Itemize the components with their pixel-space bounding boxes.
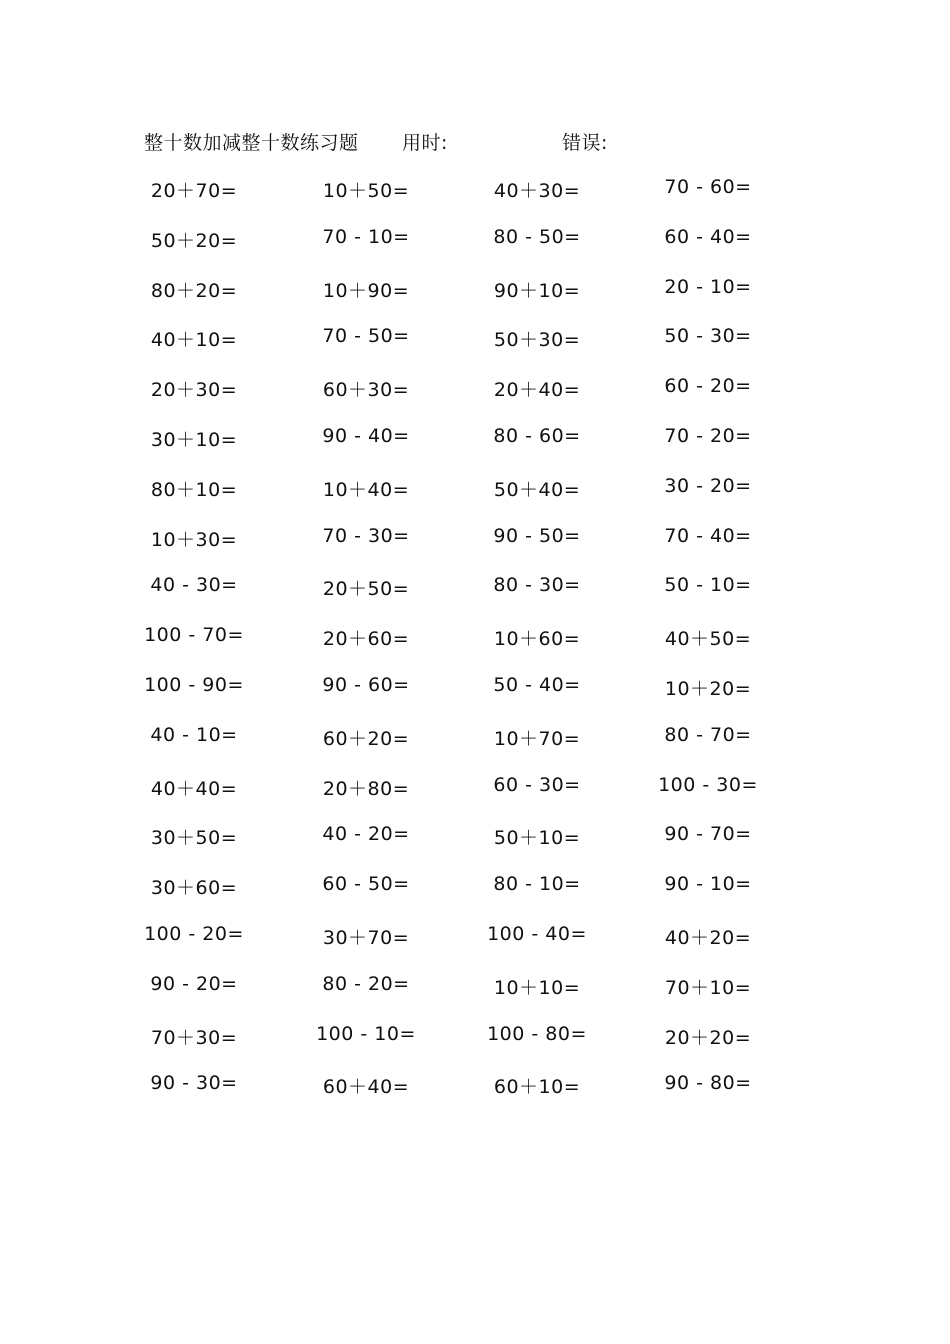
math-problem: 100 - 90=	[144, 673, 244, 696]
math-problem: 30＋50=	[150, 827, 238, 850]
math-problem: 80 - 10=	[493, 873, 581, 896]
math-problem: 70 - 30=	[322, 524, 410, 547]
math-problem: 40＋10=	[150, 329, 238, 352]
math-problem: 60 - 20=	[664, 375, 752, 398]
math-problem: 50＋30=	[493, 329, 581, 352]
math-problem: 10＋70=	[493, 727, 581, 750]
time-used-label: 用时:	[402, 132, 448, 154]
math-problem: 20＋70=	[150, 180, 238, 202]
math-problem: 70＋30=	[150, 1026, 238, 1049]
math-problem: 90＋10=	[493, 279, 581, 302]
math-problem: 50＋40=	[493, 478, 581, 501]
math-problem: 60＋30=	[322, 379, 410, 402]
math-problem: 40＋20=	[664, 926, 752, 949]
math-problem: 20＋60=	[322, 628, 410, 651]
math-problem: 30＋70=	[322, 926, 410, 949]
math-problem: 50 - 30=	[664, 325, 752, 348]
math-problem: 40 - 20=	[322, 823, 410, 846]
math-problem: 70 - 50=	[322, 325, 410, 348]
math-problem: 80 - 70=	[664, 723, 752, 746]
math-problem: 100 - 30=	[658, 773, 758, 796]
math-problem: 20＋50=	[322, 578, 410, 601]
math-problem: 60 - 30=	[493, 773, 581, 796]
math-problem: 30＋10=	[150, 428, 238, 451]
math-problem: 50 - 10=	[664, 574, 752, 597]
math-problem: 20＋40=	[493, 379, 581, 402]
math-problem: 10＋90=	[322, 279, 410, 302]
math-problem: 10＋10=	[493, 976, 581, 999]
math-problem: 100 - 20=	[144, 922, 244, 945]
math-problem: 40＋50=	[664, 628, 752, 651]
math-problem: 60＋10=	[493, 1076, 581, 1099]
math-problem: 70 - 60=	[664, 176, 752, 198]
math-problem: 50＋10=	[493, 827, 581, 850]
math-problem: 70＋10=	[664, 976, 752, 999]
math-problem: 100 - 80=	[487, 1022, 587, 1045]
math-problem: 90 - 70=	[664, 823, 752, 846]
math-problem: 80 - 30=	[493, 574, 581, 597]
math-problem: 40＋30=	[493, 180, 581, 202]
math-problem: 40 - 10=	[150, 723, 238, 746]
math-problem: 60＋40=	[322, 1076, 410, 1099]
math-problem: 90 - 20=	[150, 972, 238, 995]
math-problem: 90 - 30=	[150, 1072, 238, 1095]
math-problem: 10＋40=	[322, 478, 410, 501]
math-problem: 20＋20=	[664, 1026, 752, 1049]
math-problem: 30 - 20=	[664, 474, 752, 497]
math-problem: 80 - 60=	[493, 424, 581, 447]
math-problem: 100 - 10=	[316, 1022, 416, 1045]
math-problem: 60＋20=	[322, 727, 410, 750]
math-problem: 40 - 30=	[150, 574, 238, 597]
math-problem: 80 - 20=	[322, 972, 410, 995]
math-problem: 100 - 40=	[487, 922, 587, 945]
math-problem: 10＋60=	[493, 628, 581, 651]
math-problem: 10＋50=	[322, 180, 410, 202]
math-problem: 20＋80=	[322, 777, 410, 800]
worksheet-title: 整十数加减整十数练习题	[144, 132, 359, 154]
math-problem: 90 - 50=	[493, 524, 581, 547]
math-problem: 20＋30=	[150, 379, 238, 402]
math-problem: 20 - 10=	[664, 275, 752, 298]
math-problem: 80＋10=	[150, 478, 238, 501]
math-problem: 100 - 70=	[144, 624, 244, 647]
math-problem: 90 - 80=	[664, 1072, 752, 1095]
math-problem: 90 - 40=	[322, 424, 410, 447]
math-problem: 10＋30=	[150, 528, 238, 551]
math-problem: 80 - 50=	[493, 225, 581, 248]
math-problem: 90 - 10=	[664, 873, 752, 896]
math-problem: 10＋20=	[664, 677, 752, 700]
math-problem: 50＋20=	[150, 229, 238, 252]
math-problem: 80＋20=	[150, 279, 238, 302]
math-problem: 70 - 20=	[664, 424, 752, 447]
math-problem: 70 - 10=	[322, 225, 410, 248]
math-problem: 70 - 40=	[664, 524, 752, 547]
math-problem: 30＋60=	[150, 877, 238, 900]
math-problem: 90 - 60=	[322, 673, 410, 696]
math-problem: 40＋40=	[150, 777, 238, 800]
math-problem: 50 - 40=	[493, 673, 581, 696]
math-problem: 60 - 40=	[664, 225, 752, 248]
errors-label: 错误:	[562, 132, 608, 154]
math-problem: 60 - 50=	[322, 873, 410, 896]
